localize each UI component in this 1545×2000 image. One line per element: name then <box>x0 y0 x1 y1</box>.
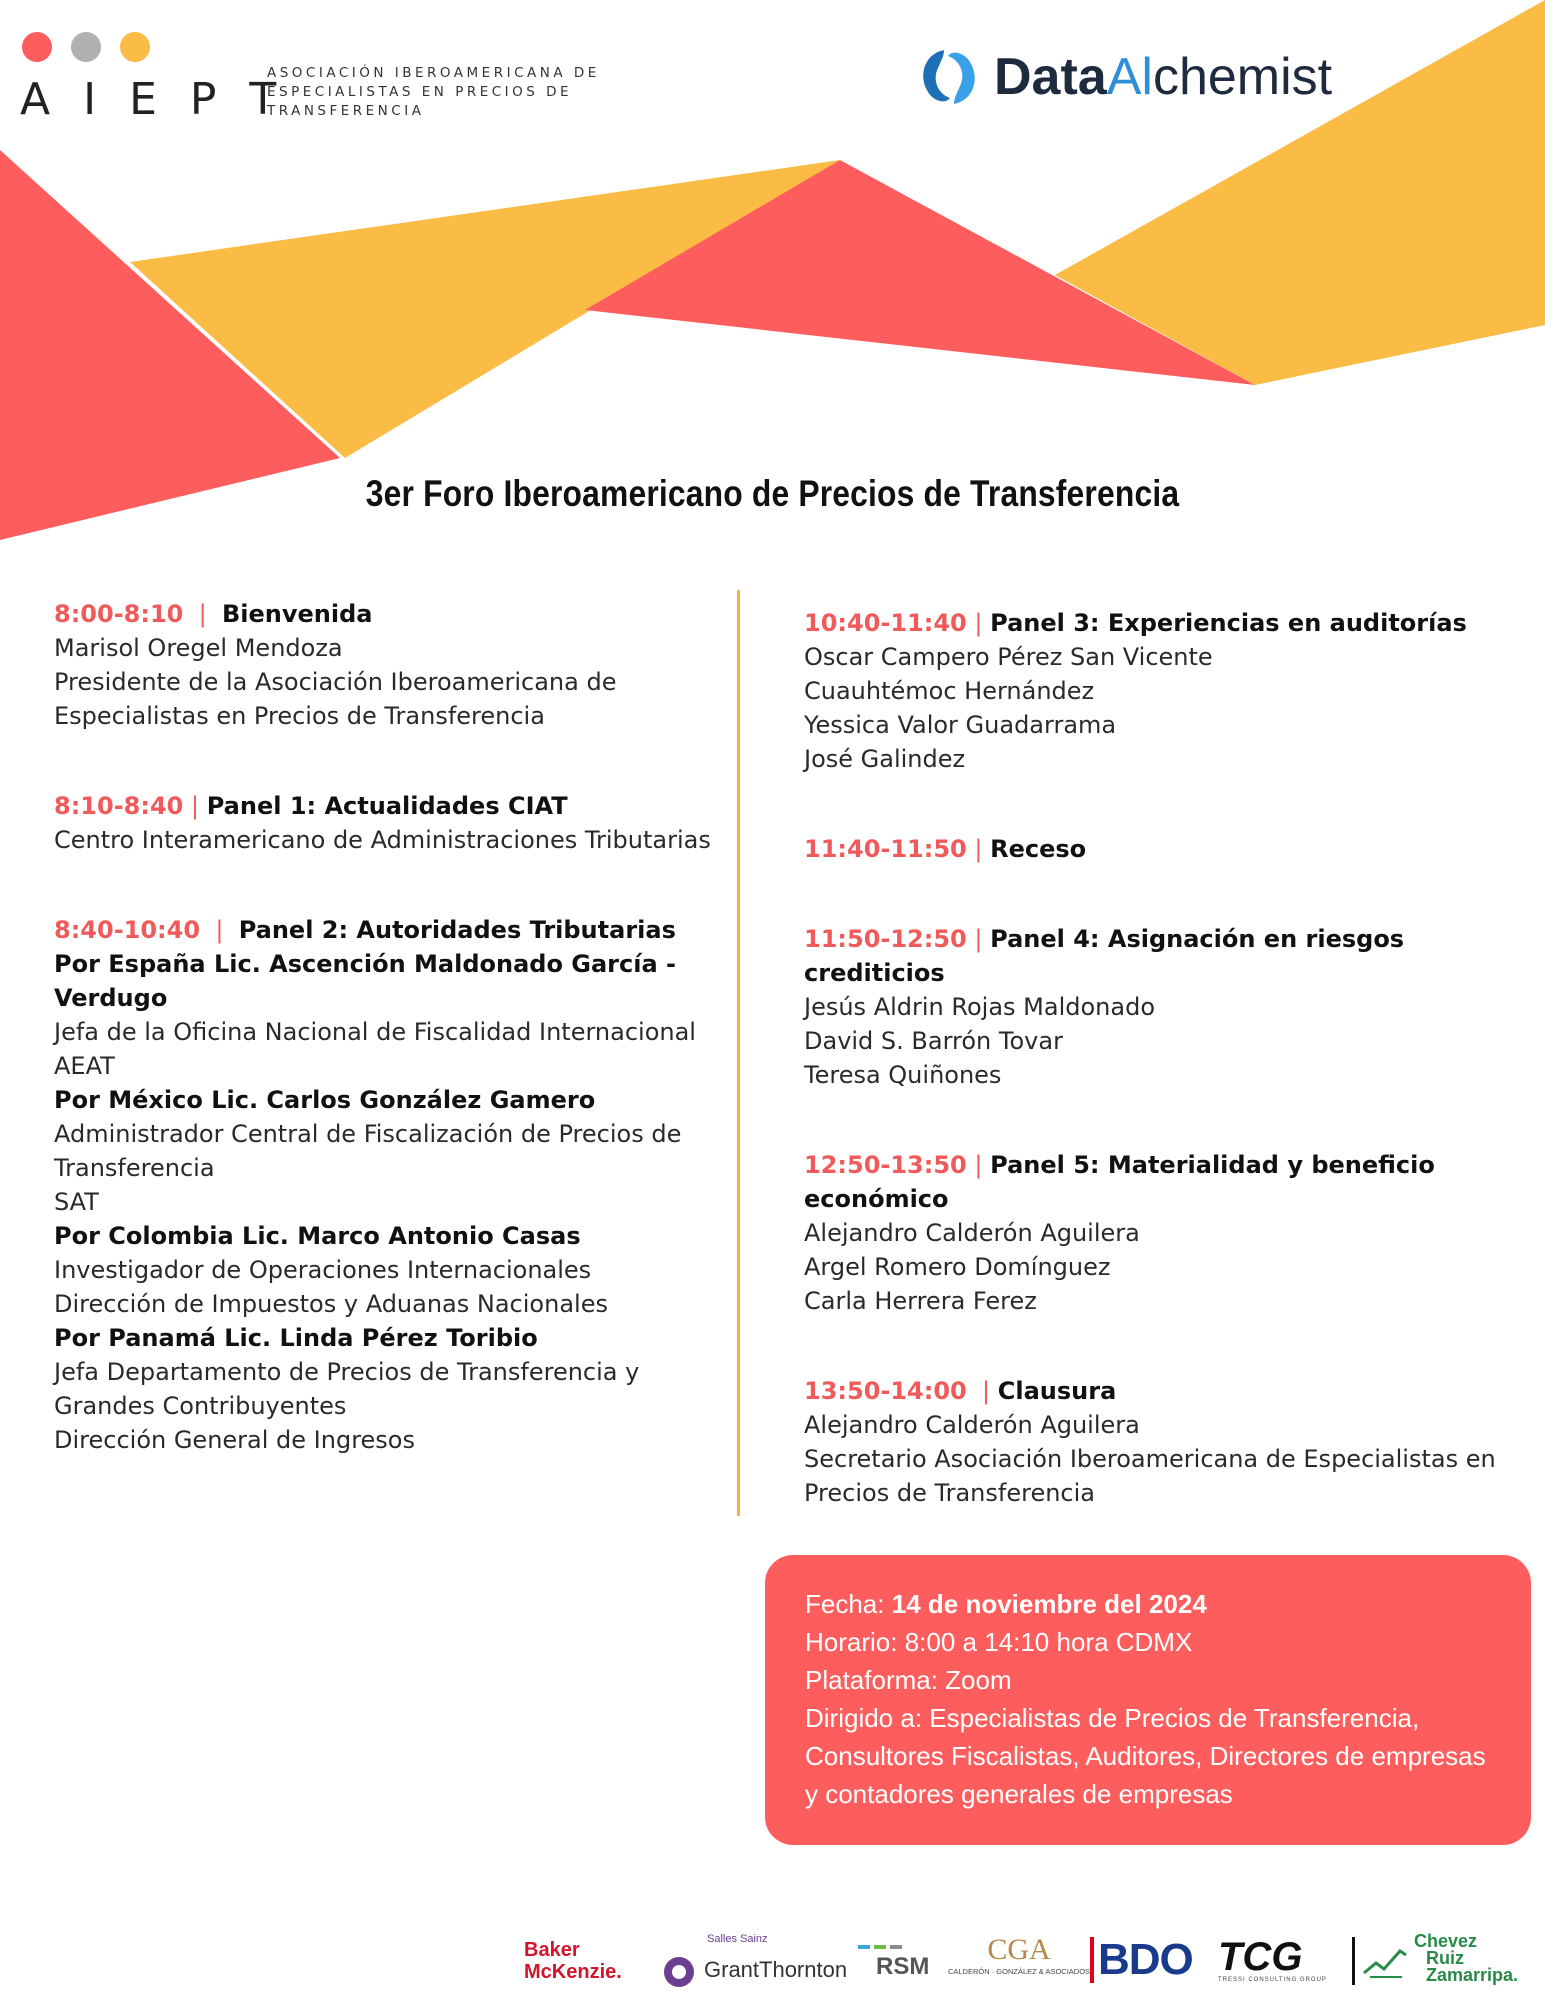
speaker-role: Administrador Central de Fiscalización de Precios de Transferencia <box>54 1120 682 1182</box>
separator: | <box>974 835 983 863</box>
speaker-panama: Por Panamá Lic. Linda Pérez Toribio <box>54 1324 538 1352</box>
baker-line1: Baker <box>524 1939 580 1961</box>
speaker-org: AEAT <box>54 1052 115 1080</box>
column-divider <box>737 590 740 1516</box>
aiept-full-name: ASOCIACIÓN IBEROAMERICANA DE ESPECIALISTAS EN PRECIOS DE TRANSFERENCIA <box>267 65 600 119</box>
chevez-icon <box>1362 1941 1410 1981</box>
speaker-name: Cuauhtémoc Hernández <box>804 677 1095 705</box>
session-panel-1 <box>54 789 724 857</box>
speaker-role: Presidente de la Asociación Iberoamericana de Especialistas en Precios de Transferencia <box>54 668 617 730</box>
dataalchemist-part1: Data <box>994 48 1107 106</box>
speaker-role: Jefa de la Oficina Nacional de Fiscalidad Internacional <box>54 1018 696 1046</box>
speaker-mexico: Por México Lic. Carlos González Gamero <box>54 1086 596 1114</box>
session-clausura <box>804 1374 1524 1510</box>
session-time: 8:10-8:40 <box>54 792 184 820</box>
session-panel-4 <box>804 922 1524 1092</box>
rsm-bars <box>858 1945 929 1949</box>
speaker-name: Argel Romero Domínguez <box>804 1253 1111 1281</box>
separator: | <box>974 609 983 637</box>
cga-mark: CGA <box>987 1933 1051 1966</box>
session-title: Bienvenida <box>221 600 373 628</box>
gt-small: Salles Sainz <box>707 1933 768 1945</box>
session-title: Panel 5: Materialidad y beneficio económico <box>804 1151 1435 1213</box>
dot-yellow <box>120 32 150 62</box>
session-title: Clausura <box>997 1377 1117 1405</box>
speaker-spain: Por España Lic. Ascención Maldonado García - Verdugo <box>54 950 676 1012</box>
session-receso <box>804 832 1524 866</box>
speaker-org: Dirección General de Ingresos <box>54 1426 415 1454</box>
session-time: 10:40-11:40 <box>804 609 967 637</box>
info-dirigido: Dirigido a: Especialistas de Precios de Transferencia, Consultores Fiscalistas, Auditores, Directores de empresas y contadores generales de empresas <box>805 1703 1486 1809</box>
chevez-line1: Chevez <box>1414 1931 1478 1951</box>
chevez-line2: Ruiz <box>1426 1948 1464 1968</box>
speaker-org: Dirección de Impuestos y Aduanas Nacionales <box>54 1290 608 1318</box>
tcg-text: TCG <box>1218 1935 1303 1979</box>
aiept-logo-text: AIEPT <box>20 74 310 125</box>
separator: | <box>191 792 200 820</box>
session-bienvenida <box>54 597 724 733</box>
baker-mckenzie-logo <box>524 1939 622 1983</box>
speaker-colombia: Por Colombia Lic. Marco Antonio Casas <box>54 1222 581 1250</box>
separator: | <box>198 600 207 628</box>
info-plataforma: Plataforma: Zoom <box>805 1665 1012 1695</box>
speaker-name: David S. Barrón Tovar <box>804 1027 1063 1055</box>
session-time: 13:50-14:00 <box>804 1377 967 1405</box>
aiept-dots <box>22 32 150 62</box>
session-time: 8:00-8:10 <box>54 600 184 628</box>
speaker-role: Investigador de Operaciones Internacionales <box>54 1256 592 1284</box>
speaker-name: Jesús Aldrin Rojas Maldonado <box>804 993 1156 1021</box>
info-fecha <box>805 1585 1505 1623</box>
session-time: 11:40-11:50 <box>804 835 967 863</box>
dataalchemist-part2: Al <box>1106 48 1153 106</box>
speaker-name: Oscar Campero Pérez San Vicente <box>804 643 1213 671</box>
grant-thornton-icon <box>662 1955 696 1989</box>
session-title: Panel 2: Autoridades Tributarias <box>238 916 676 944</box>
session-panel-5 <box>804 1148 1524 1318</box>
speaker-name: Teresa Quiñones <box>804 1061 1002 1089</box>
speaker-org: SAT <box>54 1188 99 1216</box>
speaker-role: Secretario Asociación Iberoamericana de Especialistas en Precios de Transferencia <box>804 1445 1496 1507</box>
session-time: 12:50-13:50 <box>804 1151 967 1179</box>
speaker-name: Yessica Valor Guadarrama <box>804 711 1117 739</box>
fecha-label: Fecha: <box>805 1589 885 1619</box>
session-panel-2 <box>54 913 724 1457</box>
rsm-text: RSM <box>876 1953 930 1980</box>
info-horario: Horario: 8:00 a 14:10 hora CDMX <box>805 1627 1193 1657</box>
speaker-name: Alejandro Calderón Aguilera <box>804 1219 1140 1247</box>
session-time: 8:40-10:40 <box>54 916 201 944</box>
dataalchemist-part3: chemist <box>1152 48 1333 106</box>
chevez-line3: Zamarripa. <box>1426 1965 1519 1985</box>
chevez-text <box>1414 1933 1518 1984</box>
rsm-logo <box>858 1945 929 1981</box>
separator: | <box>974 925 983 953</box>
dataalchemist-logo <box>916 46 1332 108</box>
cga-logo <box>944 1933 1094 1976</box>
bdo-text: BDO <box>1098 1935 1193 1984</box>
dot-red <box>22 32 52 62</box>
session-title: Receso <box>990 835 1087 863</box>
separator: | <box>974 1151 983 1179</box>
baker-line2: McKenzie. <box>524 1961 622 1983</box>
session-title: Panel 1: Actualidades CIAT <box>206 792 568 820</box>
session-title: Panel 4: Asignación en riesgos crediticios <box>804 925 1405 987</box>
tcg-divider <box>1352 1937 1355 1985</box>
speaker-name: Carla Herrera Ferez <box>804 1287 1037 1315</box>
speaker-name: Marisol Oregel Mendoza <box>54 634 343 662</box>
separator: | <box>215 916 224 944</box>
separator: | <box>982 1377 991 1405</box>
session-time: 11:50-12:50 <box>804 925 967 953</box>
tcg-logo <box>1218 1937 1327 1983</box>
event-info-box <box>765 1555 1531 1845</box>
session-panel-3 <box>804 606 1524 776</box>
page-title: 3er Foro Iberoamericano de Precios de Transferencia <box>365 473 1180 514</box>
session-title: Panel 3: Experiencias en auditorías <box>990 609 1467 637</box>
gt-main: GrantThornton <box>704 1957 848 1982</box>
dataalchemist-icon <box>916 46 982 108</box>
sponsor-logos <box>520 1925 1520 1995</box>
program-right-column <box>804 606 1524 1566</box>
program-left-column <box>54 597 724 1513</box>
dot-gray <box>71 32 101 62</box>
speaker-name: Alejandro Calderón Aguilera <box>804 1411 1140 1439</box>
speaker-role: Jefa Departamento de Precios de Transferencia y Grandes Contribuyentes <box>54 1358 640 1420</box>
fecha-value: 14 de noviembre del 2024 <box>891 1589 1207 1619</box>
cga-text: CALDERÓN · GONZÁLEZ & ASOCIADOS <box>947 1967 1091 1976</box>
speaker-name: José Galindez <box>804 745 966 773</box>
bdo-logo <box>1090 1937 1193 1983</box>
session-detail: Centro Interamericano de Administraciones Tributarias <box>54 826 711 854</box>
tcg-sub: TRESSI CONSULTING GROUP <box>1218 1977 1327 1983</box>
